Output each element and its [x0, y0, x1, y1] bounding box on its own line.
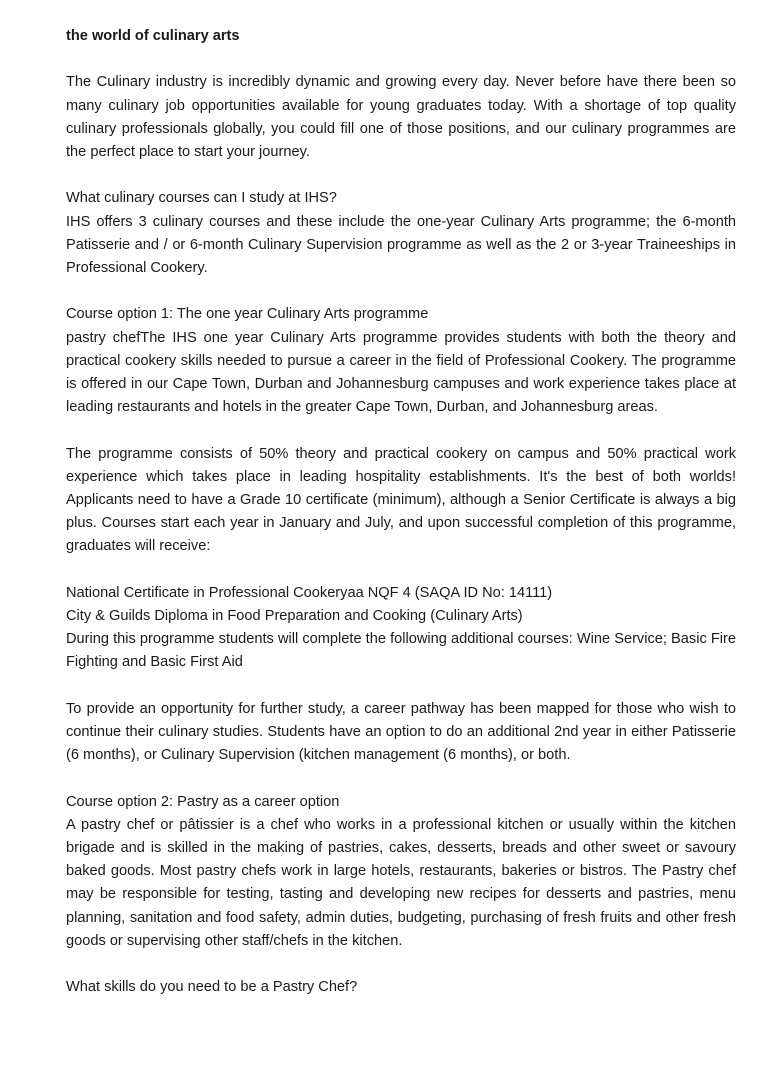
paragraph-programme: [66, 443, 736, 559]
paragraph-skills: [66, 976, 736, 999]
document-title: the world of culinary arts: [66, 28, 240, 44]
paragraph-text: To provide an opportunity for further study, a career pathway has been mapped for those who wish to continue their culinary studies. Students have an option to do an additional 2nd year in either Patisserie (6 months), or Culinary Supervision (kitchen management (6 months), or both.: [66, 700, 736, 764]
paragraph-text: The programme consists of 50% theory and practical cookery on campus and 50% practical work experience which takes place in leading hospitality establishments. It's the best of both worlds! Applicants need to have a Grade 10 certificate (minimum), although a Senior Certificate is always a big plus. Courses start each year in January and July, and upon successful completion of this programme, graduates will receive:: [66, 445, 736, 555]
document-page: [66, 25, 736, 1023]
qualification-line: City & Guilds Diploma in Food Preparation and Cooking (Culinary Arts): [66, 608, 523, 624]
paragraph-text: pastry chefThe IHS one year Culinary Arts programme provides students with both the theory and practical cookery skills needed to pursue a career in the field of Professional Cookery. The programme is offered in our Cape Town, Durban and Johannesburg campuses and work experience takes place at leading restaurants and hotels in the greater Cape Town, Durban, and Johannesburg areas.: [66, 329, 736, 416]
qualification-line: National Certificate in Professional Cookeryaa NQF 4 (SAQA ID No: 14111): [66, 584, 553, 601]
paragraph-text: During this programme students will complete the following additional courses: Wine Service; Basic Fire Fighting and Basic First Aid: [66, 631, 736, 671]
paragraph-option-2: [66, 791, 736, 953]
section-heading: What skills do you need to be a Pastry Chef?: [66, 979, 358, 996]
paragraph-courses: [66, 187, 736, 280]
paragraph-further-study: [66, 698, 736, 768]
section-heading: Course option 1: The one year Culinary Arts programme: [66, 306, 429, 323]
section-heading: What culinary courses can I study at IHS?: [66, 190, 337, 207]
paragraph-text: The Culinary industry is incredibly dynamic and growing every day. Never before have there been so many culinary job opportunities available for young graduates today. With a shortage of top quality culinary professionals globally, you could fill one of those positions, and our culinary programmes are the perfect place to start your journey.: [66, 74, 736, 160]
section-heading: Course option 2: Pastry as a career option: [66, 793, 340, 810]
paragraph-option-1: [66, 303, 736, 419]
paragraph-intro: [66, 71, 736, 164]
paragraph-text: IHS offers 3 culinary courses and these include the one-year Culinary Arts programme; the 6-month Patisserie and / or 6-month Culinary Supervision programme as well as the 2 or 3-year Traineeships in Professional Cookery.: [66, 213, 736, 276]
paragraph-qualifications: [66, 582, 736, 675]
paragraph-text: A pastry chef or pâtissier is a chef who works in a professional kitchen or usually within the kitchen brigade and is skilled in the making of pastries, cakes, desserts, breads and other sweet or savoury baked goods. Most pastry chefs work in large hotels, restaurants, bakeries or bistros. The Pastry chef may be responsible for testing, tasting and developing new recipes for desserts and pastries, menu planning, sanitation and food safety, admin duties, budgeting, purchasing of fresh fruits and other fresh goods or supervising other staff/chefs in the kitchen.: [66, 816, 736, 949]
